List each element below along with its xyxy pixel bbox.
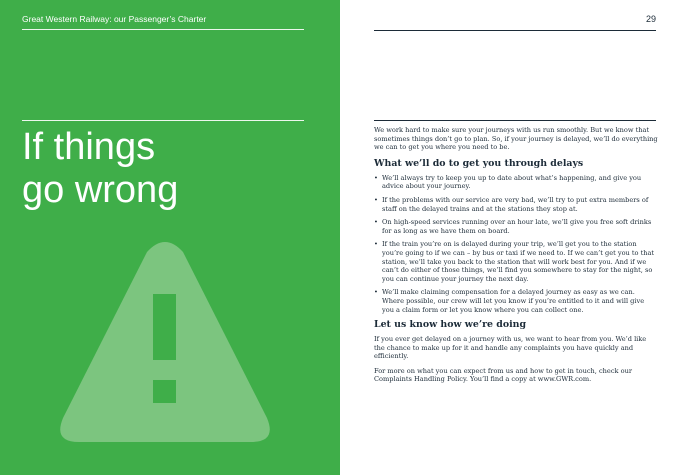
- list-item: [374, 174, 658, 191]
- list-item-text: We’ll always try to keep you up to date about what’s happening, and give you advice about your journey.: [382, 173, 642, 191]
- title-rule: [22, 120, 304, 121]
- running-head: Great Western Railway: our Passenger’s Charter: [22, 14, 207, 24]
- list-item-text: We’ll make claiming compensation for a delayed journey as easy as we can. Where possible, our crew will let you know if you’re entitled to it and will give you a claim form or let you know where you can collect one.: [382, 288, 645, 314]
- bullet-icon: •: [374, 240, 378, 249]
- right-page: [340, 0, 680, 475]
- list-item-text: On high-speed services running over an hour late, we’ll give you free soft drinks for as long as we have them on board.: [382, 218, 652, 235]
- page-number: 29: [645, 14, 656, 24]
- list-item: [374, 288, 658, 314]
- section-title-line-2: go wrong: [22, 169, 179, 211]
- bullet-icon: •: [374, 173, 378, 182]
- bullet-icon: •: [374, 195, 378, 204]
- top-rule: [22, 29, 304, 30]
- list-item-text: If the train you’re on is delayed during your trip, we’ll get you to the station you’re going to if we can – by bus or taxi if we need to. If we can’t get you to that station, we’ll take you back to the station that will work best for you. And if we can’t do either of those things, we’ll find you somewhere to stay for the night, so you can continue your journey the next day.: [382, 240, 655, 283]
- bullet-icon: •: [374, 218, 378, 227]
- list-item: [374, 240, 658, 283]
- delays-heading: What we’ll do to get you through delays: [374, 157, 584, 169]
- complaints-policy-paragraph: For more on what you can expect from us and how to get in touch, check our Complaints Handling Policy. You’ll find a copy at www.GWR.com.: [374, 366, 632, 384]
- content-rule: [374, 120, 656, 121]
- list-item: [374, 196, 658, 213]
- feedback-paragraph: If you ever get delayed on a journey with us, we want to hear from you. We’d like the chance to make up for it and handle any complaints you have quickly and efficiently.: [374, 335, 647, 361]
- feedback-heading: Let us know how we’re doing: [374, 319, 527, 331]
- section-title: [22, 126, 178, 212]
- bullet-icon: •: [374, 288, 378, 297]
- delays-list: [374, 174, 658, 314]
- exclamation-dot: [153, 380, 176, 403]
- exclamation-bar: [153, 294, 176, 360]
- list-item-text: If the problems with our service are very bad, we’ll try to put extra members of staff on the delayed trains and at the stations they stop at.: [382, 195, 649, 213]
- intro-paragraph: We work hard to make sure your journeys with us run smoothly. But we know that sometimes things don’t go to plan. So, if your journey is delayed, we’ll do everything we can to get you where you need to be.: [374, 126, 658, 152]
- top-rule: [374, 30, 656, 31]
- warning-triangle-icon: [57, 238, 273, 442]
- section-title-line-1: If things: [22, 126, 156, 168]
- body-text: [374, 126, 658, 390]
- list-item: [374, 218, 658, 235]
